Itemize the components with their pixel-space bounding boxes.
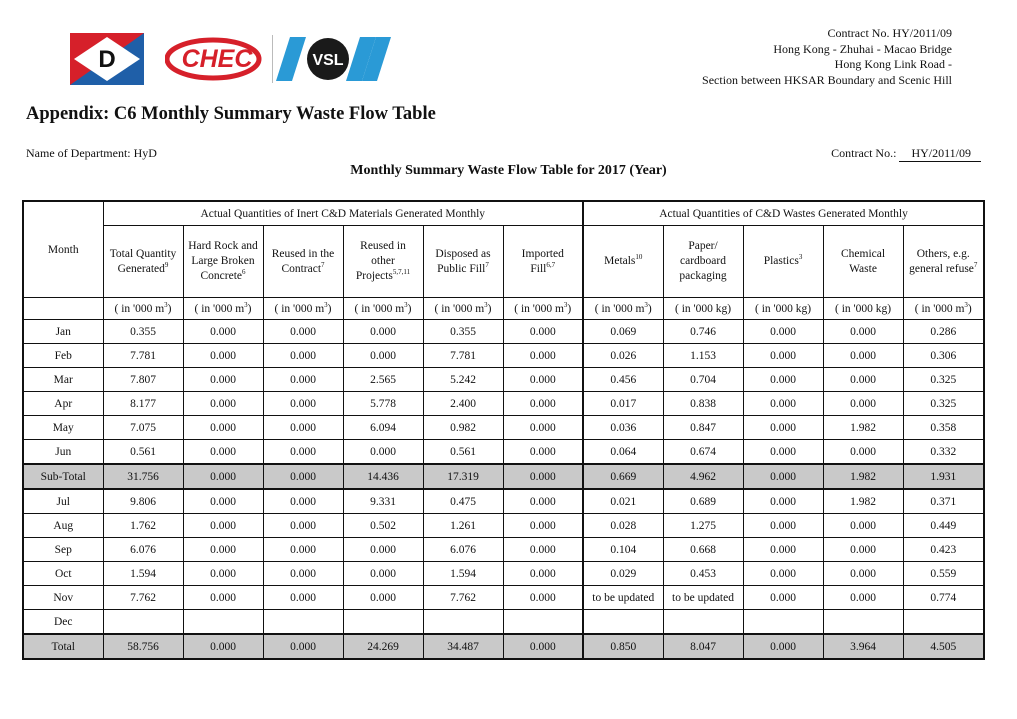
value-cell: 1.594 xyxy=(423,562,503,586)
value-cell: 0.669 xyxy=(583,464,663,489)
value-cell: 0.000 xyxy=(503,634,583,659)
value-cell xyxy=(663,610,743,635)
value-cell: 0.355 xyxy=(423,320,503,344)
value-cell: 0.000 xyxy=(183,562,263,586)
column-header-line: Waste xyxy=(849,262,877,275)
value-cell: 6.094 xyxy=(343,416,423,440)
appendix-title: Appendix: C6 Monthly Summary Waste Flow Table xyxy=(26,104,436,124)
value-cell: 0.000 xyxy=(823,320,903,344)
month-cell: Mar xyxy=(23,368,103,392)
logo-divider xyxy=(272,35,273,83)
value-cell: 0.000 xyxy=(503,538,583,562)
unit-cell xyxy=(103,298,183,320)
value-cell: 1.931 xyxy=(903,464,984,489)
value-cell: 0.000 xyxy=(743,489,823,514)
value-cell: 0.325 xyxy=(903,392,984,416)
value-cell: 0.371 xyxy=(903,489,984,514)
value-cell: 0.017 xyxy=(583,392,663,416)
month-cell: Oct xyxy=(23,562,103,586)
value-cell: 0.000 xyxy=(343,538,423,562)
vsl-logo xyxy=(276,37,391,81)
unit-text: ( in '000 m xyxy=(914,302,965,315)
value-cell: 0.026 xyxy=(583,344,663,368)
unit-text: ( in '000 m xyxy=(194,302,245,315)
month-cell: Apr xyxy=(23,392,103,416)
value-cell xyxy=(503,610,583,635)
month-cell: May xyxy=(23,416,103,440)
value-cell: 0.668 xyxy=(663,538,743,562)
month-cell: Jun xyxy=(23,440,103,465)
value-cell: 0.000 xyxy=(503,440,583,465)
waste-flow-table xyxy=(22,200,985,660)
unit-close: ) xyxy=(327,302,332,315)
value-cell: 9.806 xyxy=(103,489,183,514)
value-cell: 0.000 xyxy=(183,320,263,344)
value-cell: 0.000 xyxy=(743,538,823,562)
value-cell: 34.487 xyxy=(423,634,503,659)
unit-exponent: 3 xyxy=(324,300,328,309)
value-cell: 0.561 xyxy=(423,440,503,465)
unit-text: ( in '000 m xyxy=(354,302,405,315)
contract-number xyxy=(831,146,981,162)
value-cell: 0.000 xyxy=(183,416,263,440)
unit-close: ) xyxy=(487,302,492,315)
value-cell: 0.502 xyxy=(343,514,423,538)
value-cell: 0.449 xyxy=(903,514,984,538)
value-cell: 0.028 xyxy=(583,514,663,538)
value-cell: 0.674 xyxy=(663,440,743,465)
column-header-footnote: 7 xyxy=(485,260,489,269)
unit-exponent: 3 xyxy=(484,300,488,309)
value-cell: 0.000 xyxy=(183,392,263,416)
column-header-line: Imported xyxy=(521,247,564,260)
value-cell: 31.756 xyxy=(103,464,183,489)
unit-exponent: 3 xyxy=(244,300,248,309)
value-cell: 0.000 xyxy=(183,368,263,392)
value-cell xyxy=(263,610,343,635)
value-cell: 0.000 xyxy=(343,562,423,586)
value-cell: 0.000 xyxy=(183,634,263,659)
column-header-line: packaging xyxy=(679,270,727,282)
value-cell: 2.400 xyxy=(423,392,503,416)
value-cell: 0.689 xyxy=(663,489,743,514)
column-header xyxy=(423,226,503,298)
contract-info-block xyxy=(702,26,952,88)
value-cell: 0.064 xyxy=(583,440,663,465)
value-cell: 0.000 xyxy=(743,562,823,586)
month-cell: Nov xyxy=(23,586,103,610)
column-header xyxy=(583,226,663,298)
value-cell: 0.000 xyxy=(343,344,423,368)
value-cell: 7.781 xyxy=(423,344,503,368)
value-cell: 0.000 xyxy=(743,368,823,392)
value-cell: 0.000 xyxy=(743,392,823,416)
value-cell: 0.000 xyxy=(823,344,903,368)
column-header xyxy=(183,226,263,298)
column-header-footnote: 6,7 xyxy=(546,260,556,269)
value-cell: 1.153 xyxy=(663,344,743,368)
value-cell: 0.000 xyxy=(503,514,583,538)
month-cell: Jan xyxy=(23,320,103,344)
table-row xyxy=(23,320,984,344)
unit-cell xyxy=(503,298,583,320)
dragages-logo xyxy=(70,33,144,85)
unit-cell xyxy=(183,298,263,320)
column-header-line: general refuse xyxy=(909,262,974,275)
value-cell: 0.355 xyxy=(103,320,183,344)
value-cell xyxy=(343,610,423,635)
value-cell: 0.561 xyxy=(103,440,183,465)
unit-close: ) xyxy=(167,302,172,315)
column-header-line: Plastics xyxy=(763,255,799,267)
subtotal-row xyxy=(23,464,984,489)
value-cell: 5.778 xyxy=(343,392,423,416)
unit-cell-blank xyxy=(23,298,103,320)
value-cell: 0.000 xyxy=(503,320,583,344)
value-cell: 5.242 xyxy=(423,368,503,392)
unit-text: ( in '000 m xyxy=(114,302,165,315)
unit-exponent: 3 xyxy=(404,300,408,309)
value-cell: 0.000 xyxy=(263,368,343,392)
cd-waste-group-header: Actual Quantities of C&D Wastes Generated Monthly xyxy=(583,201,984,226)
unit-close: ) xyxy=(407,302,412,315)
unit-close: ) xyxy=(967,302,972,315)
value-cell: 0.746 xyxy=(663,320,743,344)
column-header-line: Disposed as xyxy=(435,247,491,260)
value-cell: 3.964 xyxy=(823,634,903,659)
table-row xyxy=(23,416,984,440)
column-header-line: Reused in xyxy=(360,240,406,252)
value-cell: 0.000 xyxy=(263,514,343,538)
column-header xyxy=(263,226,343,298)
value-cell: 1.982 xyxy=(823,464,903,489)
column-header-line: Reused in the xyxy=(271,247,335,260)
value-cell: 0.021 xyxy=(583,489,663,514)
table-row xyxy=(23,344,984,368)
value-cell xyxy=(743,610,823,635)
table-row xyxy=(23,514,984,538)
table-row xyxy=(23,489,984,514)
value-cell: 0.000 xyxy=(743,586,823,610)
value-cell: 0.000 xyxy=(503,392,583,416)
unit-text: ( in '000 kg) xyxy=(754,302,812,315)
unit-close: ) xyxy=(247,302,252,315)
value-cell: 0.000 xyxy=(263,440,343,465)
value-cell: 0.000 xyxy=(263,562,343,586)
value-cell: 0.000 xyxy=(343,320,423,344)
column-header xyxy=(503,226,583,298)
column-header-line: Projects xyxy=(355,270,393,282)
value-cell: 8.047 xyxy=(663,634,743,659)
value-cell: 0.000 xyxy=(823,368,903,392)
value-cell: 0.000 xyxy=(823,538,903,562)
value-cell: 0.456 xyxy=(583,368,663,392)
column-header xyxy=(343,226,423,298)
contract-line: Section between HKSAR Boundary and Scenic Hill xyxy=(702,72,952,87)
contract-line: Contract No. HY/2011/09 xyxy=(827,26,952,40)
value-cell: 0.000 xyxy=(503,562,583,586)
month-cell: Aug xyxy=(23,514,103,538)
column-header-footnote: 6 xyxy=(242,268,246,277)
value-cell: 0.000 xyxy=(263,464,343,489)
value-cell: 9.331 xyxy=(343,489,423,514)
value-cell: 0.000 xyxy=(823,392,903,416)
column-header-line: Public Fill xyxy=(437,262,486,275)
value-cell: 0.000 xyxy=(263,320,343,344)
column-header-line: Total Quantity xyxy=(109,247,177,260)
unit-cell xyxy=(343,298,423,320)
value-cell: 2.565 xyxy=(343,368,423,392)
month-cell: Feb xyxy=(23,344,103,368)
column-header-line: Concrete xyxy=(200,270,242,282)
column-header-line: Metals xyxy=(604,255,636,267)
unit-text: ( in '000 kg) xyxy=(674,302,732,315)
value-cell: 0.774 xyxy=(903,586,984,610)
value-cell xyxy=(183,610,263,635)
value-cell: 0.000 xyxy=(263,392,343,416)
month-cell: Jul xyxy=(23,489,103,514)
value-cell: 0.838 xyxy=(663,392,743,416)
value-cell: 0.000 xyxy=(743,344,823,368)
column-header-footnote: 7 xyxy=(321,260,325,269)
value-cell: 0.000 xyxy=(263,416,343,440)
value-cell: 0.104 xyxy=(583,538,663,562)
column-header-line: Hard Rock and xyxy=(188,240,258,252)
column-header-footnote: 7 xyxy=(973,260,978,269)
value-cell: 0.000 xyxy=(503,416,583,440)
value-cell: 0.332 xyxy=(903,440,984,465)
value-cell: 0.000 xyxy=(263,344,343,368)
value-cell: 7.762 xyxy=(423,586,503,610)
unit-exponent: 3 xyxy=(164,300,168,309)
unit-cell xyxy=(263,298,343,320)
vsl-logo-text: VSL xyxy=(312,52,344,69)
column-header-line: Large Broken xyxy=(191,255,255,267)
value-cell: 1.594 xyxy=(103,562,183,586)
contract-line: Hong Kong Link Road - xyxy=(834,57,952,72)
value-cell: 0.475 xyxy=(423,489,503,514)
month-cell: Dec xyxy=(23,610,103,635)
month-cell: Sep xyxy=(23,538,103,562)
value-cell: 0.000 xyxy=(343,586,423,610)
unit-text: ( in '000 kg) xyxy=(834,302,892,315)
value-cell: 7.075 xyxy=(103,416,183,440)
unit-cell xyxy=(903,298,984,320)
value-cell: 0.847 xyxy=(663,416,743,440)
value-cell: 0.000 xyxy=(183,464,263,489)
value-cell: 0.704 xyxy=(663,368,743,392)
value-cell: 0.000 xyxy=(823,562,903,586)
value-cell: 0.000 xyxy=(743,440,823,465)
table-row xyxy=(23,562,984,586)
column-header-line: cardboard xyxy=(680,255,726,267)
dragages-logo-letter: D xyxy=(98,46,116,73)
value-cell: 0.000 xyxy=(743,416,823,440)
value-cell xyxy=(103,610,183,635)
table-row xyxy=(23,610,984,635)
unit-text: ( in '000 m xyxy=(594,302,645,315)
contract-number-value: HY/2011/09 xyxy=(899,146,981,162)
column-header-line: Contract xyxy=(281,262,322,275)
column-header-footnote: 9 xyxy=(164,260,169,269)
value-cell: 0.000 xyxy=(503,368,583,392)
unit-cell xyxy=(823,298,903,320)
value-cell: 0.000 xyxy=(183,514,263,538)
value-cell: 0.000 xyxy=(263,634,343,659)
value-cell: 0.069 xyxy=(583,320,663,344)
unit-exponent: 3 xyxy=(644,300,648,309)
value-cell: 0.453 xyxy=(663,562,743,586)
value-cell: 17.319 xyxy=(423,464,503,489)
value-cell: 7.781 xyxy=(103,344,183,368)
value-cell: 7.807 xyxy=(103,368,183,392)
column-header-line: other xyxy=(371,255,395,267)
column-header xyxy=(823,226,903,298)
unit-exponent: 3 xyxy=(964,300,968,309)
value-cell: to be updated xyxy=(583,586,663,610)
value-cell: 0.000 xyxy=(743,464,823,489)
value-cell xyxy=(583,610,663,635)
value-cell: 0.286 xyxy=(903,320,984,344)
column-header-footnote: 5,7,11 xyxy=(392,268,411,277)
table-row xyxy=(23,440,984,465)
value-cell: 0.000 xyxy=(503,586,583,610)
value-cell: 0.000 xyxy=(823,586,903,610)
value-cell: 14.436 xyxy=(343,464,423,489)
value-cell: to be updated xyxy=(663,586,743,610)
column-header xyxy=(903,226,984,298)
value-cell xyxy=(903,610,984,635)
contract-line: Hong Kong - Zhuhai - Macao Bridge xyxy=(773,41,952,56)
value-cell: 0.000 xyxy=(183,489,263,514)
column-header-line: Generated xyxy=(117,262,165,275)
unit-cell xyxy=(663,298,743,320)
unit-text: ( in '000 m xyxy=(434,302,485,315)
value-cell: 1.261 xyxy=(423,514,503,538)
total-row xyxy=(23,634,984,659)
value-cell: 0.000 xyxy=(263,586,343,610)
value-cell: 8.177 xyxy=(103,392,183,416)
unit-close: ) xyxy=(567,302,572,315)
column-header-line: Paper/ xyxy=(688,240,718,252)
table-row xyxy=(23,538,984,562)
value-cell: 0.000 xyxy=(263,538,343,562)
table-row xyxy=(23,368,984,392)
inert-group-header: Actual Quantities of Inert C&D Materials Generated Monthly xyxy=(103,201,583,226)
value-cell: 0.325 xyxy=(903,368,984,392)
value-cell: 0.000 xyxy=(743,514,823,538)
value-cell: 0.000 xyxy=(503,344,583,368)
value-cell: 6.076 xyxy=(103,538,183,562)
unit-text: ( in '000 m xyxy=(274,302,325,315)
value-cell: 24.269 xyxy=(343,634,423,659)
column-header xyxy=(103,226,183,298)
value-cell: 1.982 xyxy=(823,489,903,514)
table-row xyxy=(23,586,984,610)
value-cell: 0.000 xyxy=(183,538,263,562)
value-cell: 0.000 xyxy=(823,440,903,465)
month-cell: Total xyxy=(23,634,103,659)
column-header-footnote: 3 xyxy=(798,253,803,262)
column-header xyxy=(743,226,823,298)
value-cell: 0.306 xyxy=(903,344,984,368)
value-cell: 0.000 xyxy=(263,489,343,514)
chec-logo xyxy=(165,36,265,82)
value-cell: 4.505 xyxy=(903,634,984,659)
unit-cell xyxy=(743,298,823,320)
value-cell: 58.756 xyxy=(103,634,183,659)
unit-cell xyxy=(583,298,663,320)
value-cell: 0.000 xyxy=(823,514,903,538)
unit-exponent: 3 xyxy=(563,300,568,309)
unit-text: ( in '000 m xyxy=(514,302,564,315)
value-cell: 1.982 xyxy=(823,416,903,440)
column-header-line: Chemical xyxy=(840,247,886,260)
value-cell: 0.000 xyxy=(743,320,823,344)
value-cell: 0.000 xyxy=(183,440,263,465)
month-header: Month xyxy=(23,201,103,298)
value-cell: 0.000 xyxy=(343,440,423,465)
value-cell: 0.000 xyxy=(743,634,823,659)
value-cell xyxy=(823,610,903,635)
value-cell: 0.029 xyxy=(583,562,663,586)
contract-number-label: Contract No.: xyxy=(831,146,897,160)
column-header-line: Fill xyxy=(530,262,547,275)
column-header-footnote: 10 xyxy=(635,253,643,262)
value-cell xyxy=(423,610,503,635)
value-cell: 0.850 xyxy=(583,634,663,659)
value-cell: 7.762 xyxy=(103,586,183,610)
table-row xyxy=(23,392,984,416)
column-header xyxy=(663,226,743,298)
unit-close: ) xyxy=(647,302,652,315)
value-cell: 0.000 xyxy=(503,464,583,489)
value-cell: 1.762 xyxy=(103,514,183,538)
department-label: Name of Department: HyD xyxy=(26,146,157,160)
value-cell: 0.036 xyxy=(583,416,663,440)
value-cell: 6.076 xyxy=(423,538,503,562)
value-cell: 0.000 xyxy=(183,344,263,368)
unit-cell xyxy=(423,298,503,320)
value-cell: 0.000 xyxy=(183,586,263,610)
value-cell: 0.358 xyxy=(903,416,984,440)
value-cell: 4.962 xyxy=(663,464,743,489)
column-header-line: Others, e.g. xyxy=(916,247,970,260)
value-cell: 0.559 xyxy=(903,562,984,586)
value-cell: 0.000 xyxy=(503,489,583,514)
value-cell: 0.423 xyxy=(903,538,984,562)
table-title: Monthly Summary Waste Flow Table for 2017 (Year) xyxy=(350,163,667,178)
month-cell: Sub-Total xyxy=(23,464,103,489)
value-cell: 0.982 xyxy=(423,416,503,440)
chec-logo-text: CHEC xyxy=(181,45,253,73)
value-cell: 1.275 xyxy=(663,514,743,538)
